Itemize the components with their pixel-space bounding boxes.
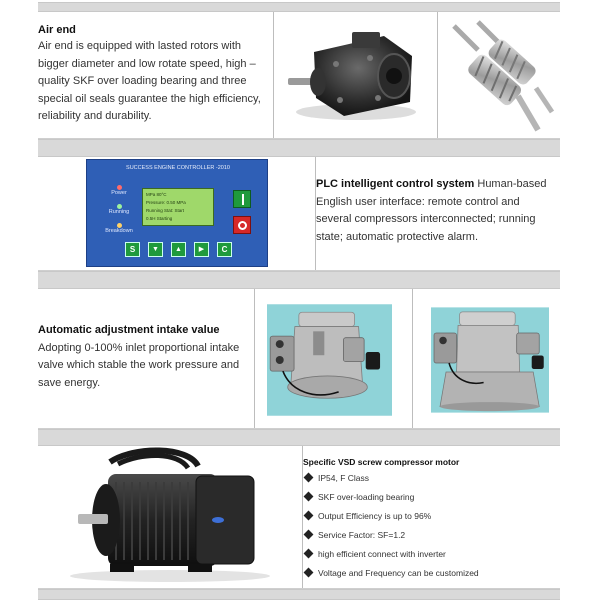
start-button[interactable] — [233, 190, 251, 208]
air-end-row — [38, 12, 560, 139]
air-end-unit-image — [274, 12, 437, 139]
diamond-bullet-icon — [304, 492, 314, 502]
list-item: Service Factor: SF=1.2 — [303, 526, 560, 545]
right-button[interactable]: ▶ — [194, 242, 209, 257]
list-item: IP54, F Class — [303, 469, 560, 488]
list-item: high efficient connect with inverter — [303, 545, 560, 564]
motor-row — [38, 446, 560, 589]
diamond-bullet-icon — [304, 511, 314, 521]
nav-buttons — [125, 242, 235, 258]
controller-panel — [86, 159, 268, 267]
indicator-breakdown: Breakdown — [101, 223, 137, 234]
motor-photo-cell — [38, 446, 302, 588]
down-button[interactable]: ▼ — [148, 242, 163, 257]
air-end-body: Air end is equipped with lasted rotors with bigger diameter and low rotate speed, high –quality SKF over loading bearing and three special oil seals guarantee the high efficiency, reliability and durability. — [38, 40, 261, 122]
plc-title: PLC intelligent control system — [316, 178, 475, 190]
lcd-display: MPa 80°C Pressure: 0.50 MPa Running Stat: Start 0.5H Starting — [142, 188, 214, 226]
list-item: Voltage and Frequency can be customized — [303, 564, 560, 583]
indicator-power: Power — [107, 185, 131, 196]
list-item: Output Efficiency is up to 96% — [303, 507, 560, 526]
controller-panel-title: SUCCESS ENGINE CONTROLLER -2010 — [126, 165, 230, 171]
indicator-running: Running — [105, 204, 133, 215]
up-button[interactable]: ▲ — [171, 242, 186, 257]
cancel-button[interactable]: C — [217, 242, 232, 257]
separator-band-top — [38, 2, 560, 12]
separator-band-3 — [38, 429, 560, 446]
plc-description — [316, 176, 556, 246]
intake-title: Automatic adjustment intake value — [38, 324, 220, 336]
intake-body: Adopting 0-100% inlet proportional intake valve which stable the work pressure and save energy. — [38, 341, 240, 389]
intake-valve-image-1 — [267, 297, 392, 423]
motor-feature-list — [303, 469, 560, 583]
motor-title: Specific VSD screw compressor motor — [303, 457, 460, 467]
air-end-photo-cell — [274, 12, 437, 138]
list-item: SKF over-loading bearing — [303, 488, 560, 507]
set-button[interactable]: S — [125, 242, 140, 257]
plc-row — [38, 157, 560, 271]
vsd-motor-image — [38, 446, 302, 589]
diamond-bullet-icon — [304, 530, 314, 540]
intake-photo-cell-2 — [413, 289, 560, 428]
separator-band-bottom — [38, 589, 560, 600]
motor-text-cell — [303, 446, 560, 588]
stop-button[interactable] — [233, 216, 251, 234]
plc-body: Human-based English user interface: remote control and several compressors interconnected; running state; automatic protective alarm. — [316, 178, 547, 243]
plc-text-cell — [316, 157, 560, 270]
air-end-title: Air end — [38, 24, 76, 36]
diamond-bullet-icon — [304, 549, 314, 559]
intake-photo-cell-1 — [255, 289, 412, 428]
intake-valve-image-2 — [431, 297, 549, 423]
separator-band-2 — [38, 271, 560, 289]
screw-rotors-image — [438, 12, 560, 139]
intake-row — [38, 289, 560, 429]
diamond-bullet-icon — [304, 473, 314, 483]
rotors-photo-cell — [438, 12, 560, 138]
intake-text-cell — [38, 289, 254, 428]
diamond-bullet-icon — [304, 568, 314, 578]
plc-panel-cell — [38, 157, 316, 270]
air-end-text-cell — [38, 12, 273, 138]
separator-band-1 — [38, 139, 560, 157]
